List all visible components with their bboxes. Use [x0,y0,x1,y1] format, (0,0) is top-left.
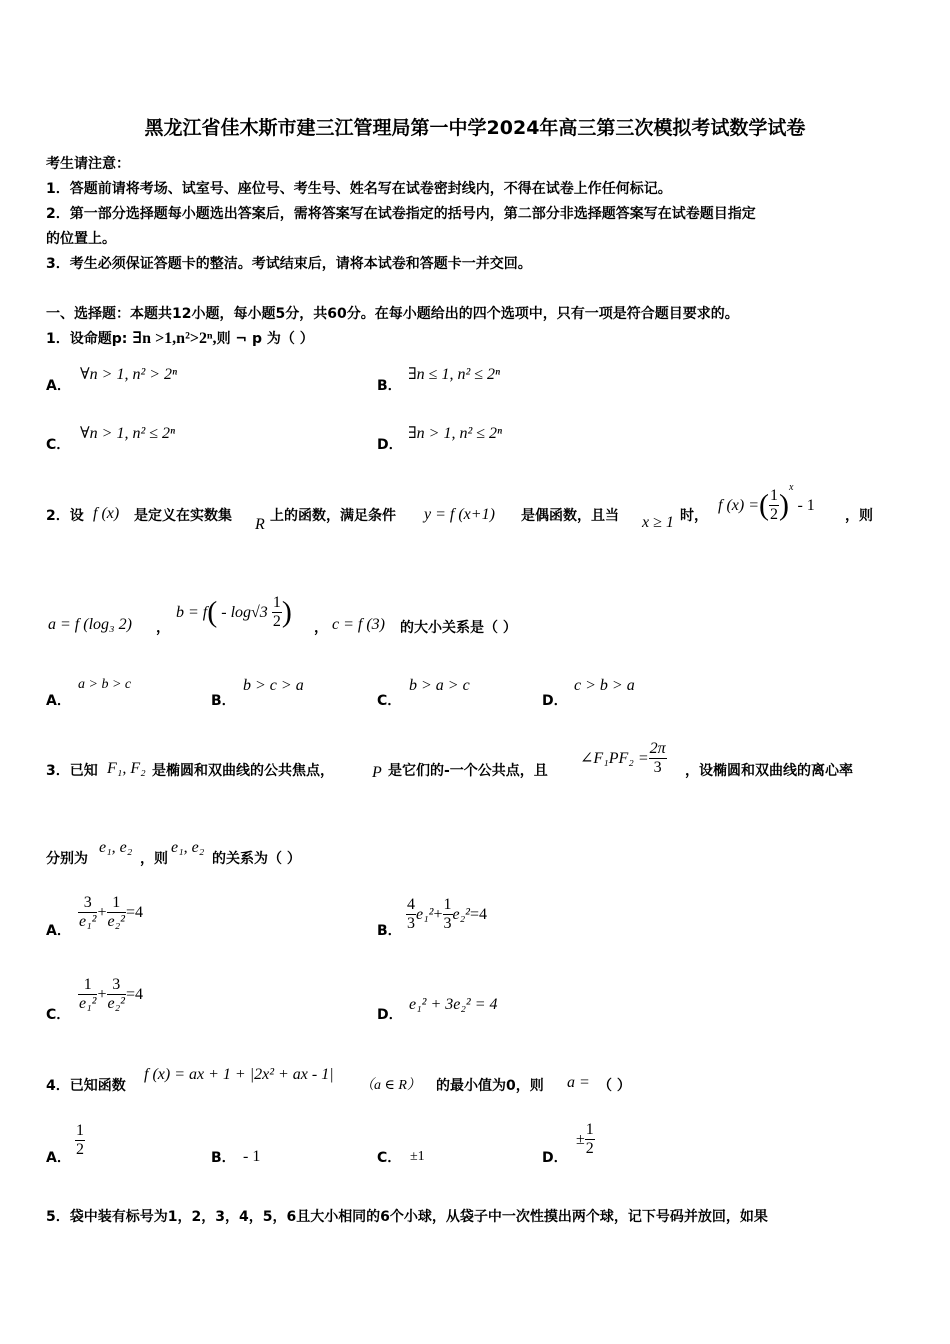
q3-option-a[interactable]: $\frac{3}{\text{e₁²}}$ + $\frac{1}{\text{e₂²}}$ =4 [79,894,143,930]
q2-stem-4: 是偶函数，且当 [521,508,619,524]
q2-stem-2: 是定义在实数集 [134,508,232,524]
q2-c-def: c = f (3) [332,616,385,633]
q4-option-a-label[interactable]: A． [46,1150,71,1166]
notice-heading: 考生请注意： [46,156,130,172]
section-heading: 一、选择题：本题共12小题，每小题5分，共60分。在每小题给出的四个选项中，只有一项是符合题目要求的。 [46,306,739,322]
q1-option-d-label[interactable]: D． [377,437,403,453]
q3-stem-7: 的关系为（ ） [212,851,301,867]
q2-option-a[interactable]: a > b > c [78,677,132,692]
q3-stem-3: 是它们的-一个公共点，且 [388,763,548,779]
q4-stem-3: （ ） [598,1078,631,1094]
q3-option-b[interactable]: $\frac{4}{3}$ e₁²+ $\frac{1}{3}$ e₂²=4 [407,896,487,932]
q1-option-d[interactable]: ∃n > 1, n² ≤ 2ⁿ [408,425,503,442]
q2-sep-1: ， [156,620,170,636]
q2-stem-6: ，则 [845,508,873,524]
q4-stem-2: 的最小值为0，则 [436,1078,544,1094]
exam-title: 黑龙江省佳木斯市建三江管理局第一中学2024年高三第三次模拟考试数学试卷 [144,117,806,139]
question-1-stem: 1．设命题p: ∃n >1,n²>2ⁿ,则 ¬ p 为（ ） [46,330,314,347]
q4-a: a = [567,1074,590,1091]
q3-stem-1: 3．已知 [46,763,98,779]
q2-b-def: b = f( - log√3 $\frac{1}{2}$ ) [176,594,292,630]
q2-stem-1: 2．设 [46,508,84,524]
q4-option-c[interactable]: ±1 [410,1149,425,1164]
q3-foci: F₁, F₂ [107,760,146,777]
q3-option-d-label[interactable]: D． [377,1007,403,1023]
notice-item-2: 2．第一部分选择题每小题选出答案后，需将答案写在试卷指定的括号内，第二部分非选择题答案写在试卷题目指定 [46,206,756,222]
q2-tail: 的大小关系是（ ） [400,620,517,636]
q4-option-d-label[interactable]: D． [542,1150,568,1166]
q1-option-b[interactable]: ∃n ≤ 1, n² ≤ 2ⁿ [408,366,501,383]
q1-option-c-label[interactable]: C． [46,437,71,453]
q3-stem-6: ，则 [140,851,168,867]
q2-option-b[interactable]: b > c > a [243,677,304,694]
q2-option-c[interactable]: b > a > c [409,677,470,694]
q3-option-c-label[interactable]: C． [46,1007,71,1023]
q4-condition: （a ∈ R） [360,1078,421,1093]
notice-item-2-cont: 的位置上。 [46,231,116,247]
q3-P: P [372,764,382,781]
q2-fdef: f (x) =( $\frac{1}{2}$ )$^x$ - 1 [718,482,815,523]
q2-R: R [255,516,265,533]
q2-option-d-label[interactable]: D． [542,693,568,709]
q3-stem-5: 分别为 [46,851,88,867]
q2-a-def: a = f (log₃ 2) [48,616,132,633]
q4-stem-1: 4．已知函数 [46,1078,126,1094]
q3-option-a-label[interactable]: A． [46,923,71,939]
q2-sep-2: ， [314,620,328,636]
q2-cond: y = f (x+1) [424,506,495,523]
q2-option-d[interactable]: c > b > a [574,677,635,694]
q3-e-1: e₁, e₂ [99,839,133,856]
q4-option-a[interactable]: $\frac{1}{2}$ [76,1122,84,1158]
q2-stem-3: 上的函数，满足条件 [270,508,396,524]
q2-fx: f (x) [93,505,120,522]
q2-xge1: x ≥ 1 [642,514,674,531]
q4-option-d[interactable]: ± $\frac{1}{2}$ [576,1121,594,1157]
q2-option-a-label[interactable]: A． [46,693,71,709]
q1-option-a-label[interactable]: A． [46,378,71,394]
q4-function: f (x) = ax + 1 + |2x² + ax - 1| [144,1066,334,1083]
notice-item-1: 1．答题前请将考场、试室号、座位号、考生号、姓名写在试卷密封线内，不得在试卷上作任何标记。 [46,181,672,197]
question-5-stem: 5．袋中装有标号为1，2，3，4，5，6且大小相同的6个小球，从袋子中一次性摸出两个球，记下号码并放回，如果 [46,1209,768,1225]
q3-stem-4: ，设椭圆和双曲线的离心率 [685,763,853,779]
q3-e-2: e₁, e₂ [171,839,205,856]
notice-item-3: 3．考生必须保证答题卡的整洁。考试结束后，请将本试卷和答题卡一并交回。 [46,256,532,272]
q4-option-b-label[interactable]: B． [211,1150,236,1166]
q4-option-b[interactable]: - 1 [243,1148,261,1165]
q3-option-c[interactable]: $\frac{1}{\text{e₁²}}$ + $\frac{3}{\text{e₂²}}$ =4 [79,976,143,1012]
q4-option-c-label[interactable]: C． [377,1150,402,1166]
q2-option-c-label[interactable]: C． [377,693,402,709]
q3-option-b-label[interactable]: B． [377,923,402,939]
q2-option-b-label[interactable]: B． [211,693,236,709]
q1-option-b-label[interactable]: B． [377,378,402,394]
q2-stem-5: 时， [680,508,708,524]
q3-angle: ∠F₁PF₂ = $\frac{2\pi}{3}$ [580,740,666,776]
q1-option-a[interactable]: ∀n > 1, n² > 2ⁿ [80,366,178,383]
q3-option-d[interactable]: e₁² + 3e₂² = 4 [409,996,498,1013]
q1-option-c[interactable]: ∀n > 1, n² ≤ 2ⁿ [80,425,176,442]
q3-stem-2: 是椭圆和双曲线的公共焦点， [152,763,334,779]
